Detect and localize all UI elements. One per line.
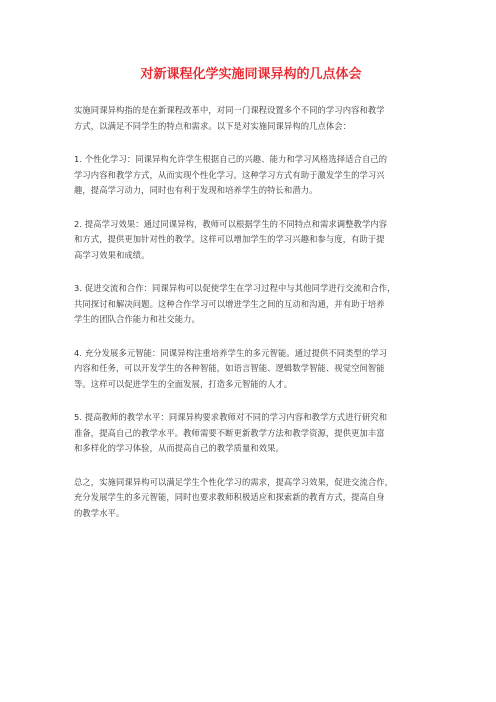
point-2-paragraph: 2. 提高学习效果：通过同课异构，教师可以根据学生的不同特点和需求调整教学内容 和方式，提供更加针对性的教学。这样可以增加学生的学习兴趣和参与度，有助于提 高学习效果和成绩。	[74, 218, 388, 260]
intro-paragraph: 实施同课异构指的是在新课程改革中，对同一门课程设置多个不同的学习内容和教学 方式，以满足不同学生的特点和需求。以下是对实施同课异构的几点体会：	[74, 105, 385, 131]
point-1-paragraph: 1. 个性化学习：同课异构允许学生根据自己的兴趣、能力和学习风格选择适合自己的 学习内容和教学方式，从而实现个性化学习。这种学习方式有助于激发学生的学习兴 趣，提高学习动力，同时也有利于发现和培养学生的特长和潜力。	[74, 154, 388, 195]
point-4-paragraph: 4. 充分发展多元智能：同课异构注重培养学生的多元智能。通过提供不同类型的学习 内容和任务，可以开发学生的各种智能，如语言智能、逻辑数学智能、视觉空间智能 等。这样可以促进学生的全面发展，打造多元智能的人才。	[74, 347, 388, 389]
conclusion-paragraph: 总之，实施同课异构可以满足学生个性化学习的需求，提高学习效果，促进交流合作， 充分发展学生的多元智能，同时也要求教师积极适应和探索新的教育方式，提高自身 的教学水平。	[74, 476, 394, 518]
point-3-paragraph: 3. 促进交流和合作：同课异构可以促使学生在学习过程中与其他同学进行交流和合作， 共同探讨和解决问题。这种合作学习可以增进学生之间的互动和沟通，并有助于培养 学生的团队合作能力和社交能力。	[74, 283, 396, 324]
document-title: 对新课程化学实施同课异构的几点体会	[140, 67, 362, 82]
point-5-paragraph: 5. 提高教师的教学水平：同课异构要求教师对不同的学习内容和教学方式进行研究和 准备，提高自己的教学水平。教师需要不断更新教学方法和教学资源，提供更加丰富 和多样化的学习体验，从而提高自己的教学质量和效果。	[74, 412, 388, 453]
